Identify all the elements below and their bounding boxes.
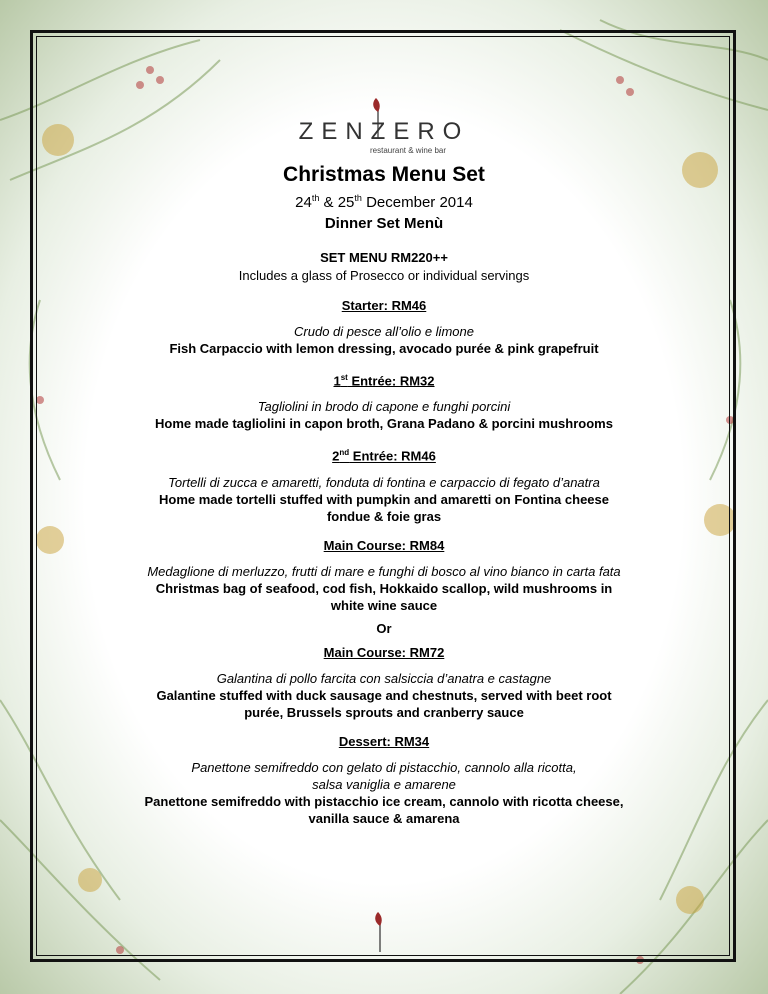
course-english-line-2: vanilla sauce & amarena [308,810,460,826]
course-english-line-1: Panettone semifreddo with pistacchio ice cream, cannolo with ricotta cheese, [144,793,624,809]
logo-zen: ZEN [298,118,371,145]
date-day-2: & 25 [319,194,355,211]
course-number: 1 [333,373,341,389]
course-entree-2 [40,444,728,524]
course-english-line-2: purée, Brussels sprouts and cranberry sauce [244,704,524,720]
menu-title: Christmas Menu Set [283,163,485,186]
menu-content [40,80,728,827]
course-number: 2 [332,448,340,464]
course-starter [40,297,728,357]
logo-wordmark [40,118,728,146]
course-number-suffix: nd [339,448,350,458]
course-title-text: Entrée: RM32 [347,373,435,389]
menu-dates [40,188,728,213]
logo-tagline: restaurant & wine bar [370,146,447,155]
course-title: Dessert: RM34 [338,733,430,749]
course-english-line-1: Galantine stuffed with duck sausage and chestnuts, served with beet root [156,687,612,703]
set-menu-price: SET MENU RM220++ [320,250,448,265]
course-italian: Crudo di pesce all’olio e limone [294,324,474,339]
course-english: Fish Carpaccio with lemon dressing, avocado purée & pink grapefruit [169,341,599,356]
course-main-2 [40,644,728,721]
sprout-icon [370,912,390,952]
course-title: Main Course: RM84 [323,537,445,553]
dinner-set-heading: Dinner Set Menù [324,215,444,232]
course-italian: Galantina di pollo farcita con salsiccia d’anatra e castagne [216,670,552,686]
date-month-year: December 2014 [361,194,473,211]
course-main-1 [40,537,728,614]
or-separator: Or [376,620,392,636]
course-english-line-2: fondue & foie gras [326,508,442,524]
course-title [40,369,728,390]
course-english-line-1: Christmas bag of seafood, cod fish, Hokkaido scallop, wild mushrooms in [155,580,613,596]
date-suffix-1: th [311,193,320,203]
logo-zero: ZERO [370,118,470,145]
course-english: Home made tagliolini in capon broth, Grana Padano & porcini mushrooms [155,416,613,432]
restaurant-logo [40,80,728,162]
course-italian-line-1: Panettone semifreddo con gelato di pistacchio, cannolo alla ricotta, [191,759,577,775]
course-title: Starter: RM46 [341,298,427,313]
course-italian-line-2: salsa vaniglia e amarene [312,776,456,792]
course-italian: Tortelli di zucca e amaretti, fonduta di fontina e carpaccio di fegato d’anatra [168,474,600,490]
date-suffix-2: th [354,193,362,203]
course-dessert [40,733,728,827]
set-menu-includes: Includes a glass of Prosecco or individual servings [238,268,530,283]
course-number-suffix: st [340,373,348,382]
course-title [40,444,728,465]
course-entree-1 [40,369,728,432]
course-italian: Medaglione di merluzzo, frutti di mare e funghi di bosco al vino bianco in carta fata [147,563,621,579]
course-english-line-2: white wine sauce [330,597,438,613]
date-day-1: 24 [295,194,312,211]
course-english-line-1: Home made tortelli stuffed with pumpkin and amaretti on Fontina cheese [158,491,609,507]
course-title: Main Course: RM72 [323,644,445,660]
course-italian: Tagliolini in brodo di capone e funghi porcini [257,399,511,415]
course-title-text: Entrée: RM46 [349,448,436,464]
